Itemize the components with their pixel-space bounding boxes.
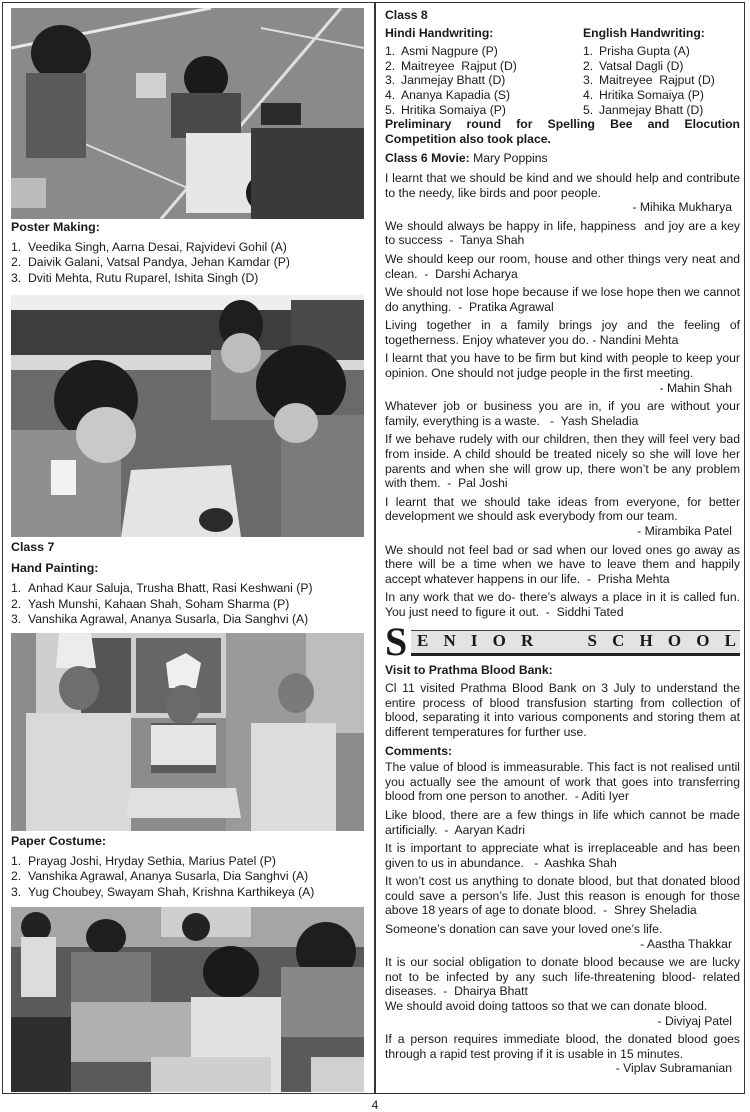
- hand-painting-photo: [11, 295, 364, 537]
- quote: [385, 590, 744, 619]
- quote-author: - Diviyaj Patel: [657, 1013, 732, 1028]
- paper-costume-title: Paper Costume:: [11, 834, 107, 848]
- quote: [385, 1032, 744, 1076]
- quote: [385, 874, 744, 918]
- quote-text: I learnt that we should take ideas from everyone, for better development we should ask everybody from our team.: [385, 494, 744, 524]
- quote-text: It is important to appreciate what is irreplaceable and has been given to us in abundance. - Aashka Shah: [385, 841, 744, 870]
- quote: [385, 542, 744, 587]
- english-list: [583, 44, 740, 117]
- heading-letter: R: [520, 631, 534, 651]
- quote: [385, 999, 740, 1028]
- quote: [385, 432, 744, 491]
- class7-title: Class 7: [11, 540, 55, 554]
- quote-text: If we behave rudely with our children, then they will feel very bad from inside. A child should be treated nicely so she will love her parents and when she will grow up, there won’t be any problem with them. - Pal Joshi: [385, 432, 744, 491]
- paper-costume-list: [11, 854, 367, 900]
- movie-quotes: [385, 170, 744, 620]
- list-item: 1. Prayag Joshi, Hryday Sethia, Marius Patel (P): [11, 854, 276, 869]
- handwriting-results: [385, 26, 740, 118]
- paper-costume-photo: [11, 633, 364, 831]
- quote-text: We should not feel bad or sad when our loved ones go away as there will be a time when we have to leave them and happily accept whatever happens in our life. - Prisha Mehta: [385, 542, 744, 586]
- quote-text: It won’t cost us anything to donate blood, but that donated blood could save a person’s life. Just this reason is enough for those above 18 years of age to donate blood. - Shrey Sheladia: [385, 874, 744, 918]
- heading-letter: L: [724, 631, 736, 651]
- quote-text: The value of blood is immeasurable. This fact is not realised until you actually see the amount of work that goes into transferring blood from one person to another. - Aditi Iyer: [385, 760, 744, 804]
- heading-letter: O: [492, 631, 506, 651]
- list-item: 1. Prisha Gupta (A): [583, 44, 690, 59]
- senior-initial: S: [385, 618, 408, 664]
- comments-label: Comments:: [385, 743, 453, 758]
- heading-letter: S: [587, 631, 597, 651]
- quote: [385, 285, 744, 314]
- hindi-list: [385, 44, 583, 117]
- quote-text: I learnt that we should be kind and we should help and contribute to the needy, like birds and poor people.: [385, 170, 744, 200]
- quote: [385, 955, 744, 999]
- quote-text: Whatever job or business you are in, if you are without your family, everything is a waste. - Yash Sheladia: [385, 399, 744, 428]
- quote-author: - Aastha Thakkar: [640, 936, 732, 951]
- senior-band: [411, 630, 740, 656]
- quote-text: I learnt that you have to be firm but kind with people to keep your opinion. One should not judge people in the first meeting.: [385, 351, 744, 381]
- list-item: 1. Anhad Kaur Saluja, Trusha Bhatt, Rasi Keshwani (P): [11, 581, 313, 596]
- poster-making-list: [11, 240, 367, 286]
- quote: [385, 841, 744, 870]
- movie-label: Class 6 Movie:: [385, 151, 470, 166]
- heading-letter: E: [417, 631, 429, 651]
- list-item: 3. Dviti Mehta, Rutu Ruparel, Ishita Singh (D): [11, 270, 259, 285]
- quote: [385, 494, 744, 539]
- list-item: 2. Vanshika Agrawal, Ananya Susarla, Dia Sanghvi (A): [11, 869, 309, 884]
- heading-letter: O: [667, 631, 682, 651]
- heading-letter: H: [639, 631, 653, 651]
- list-item: 2. Yash Munshi, Kahaan Shah, Soham Sharma (P): [11, 596, 290, 611]
- quote: [385, 399, 744, 428]
- heading-letter: N: [443, 631, 456, 651]
- quote-text: In any work that we do- there’s always a place in it is called fun. You just need to figure it out. - Siddhi Tated: [385, 590, 744, 619]
- english-handwriting: [583, 26, 740, 118]
- quote-text: We should always be happy in life, happiness and joy are a key to success - Tanya Shah: [385, 218, 744, 248]
- blood-bank-title: Visit to Prathma Blood Bank:: [385, 662, 553, 677]
- quote: [385, 218, 744, 248]
- quote-text: It is our social obligation to donate blood because we are lucky not to be infected by any such life-threatening blood- related diseases. - Dhairya Bhatt: [385, 955, 744, 999]
- list-item: 2. Maitreyee Rajput (D): [385, 58, 517, 73]
- list-item: 4. Ananya Kapadia (S): [385, 87, 511, 102]
- quote: [385, 760, 744, 804]
- list-item: 3. Vanshika Agrawal, Ananya Susarla, Dia Sanghvi (A): [11, 611, 309, 626]
- list-item: 1. Asmi Nagpure (P): [385, 44, 498, 59]
- hand-painting-title: Hand Painting:: [11, 561, 99, 576]
- blood-comments: [385, 760, 744, 1076]
- heading-letter: C: [612, 631, 625, 651]
- hindi-handwriting: [385, 26, 583, 118]
- list-item: 2. Daivik Galani, Vatsal Pandya, Jehan Kamdar (P): [11, 255, 290, 270]
- quote-text: Like blood, there are a few things in life which cannot be made artificially. - Aaryan Kadri: [385, 807, 744, 837]
- blood-bank-body: Cl 11 visited Prathma Blood Bank on 3 July to understand the entire process of blood transfusion starting from collection of blood, separating it into various components and storing them at different temperatures for further use.: [385, 681, 740, 739]
- english-handwriting-title: English Handwriting:: [583, 25, 705, 40]
- quote: [385, 318, 744, 347]
- list-item: 2. Vatsal Dagli (D): [583, 58, 684, 73]
- hindi-handwriting-title: Hindi Handwriting:: [385, 25, 494, 40]
- quote-author: - Viplav Subramanian: [615, 1061, 732, 1076]
- quote-author: - Mihika Mukharya: [632, 200, 732, 215]
- page-number: 4: [371, 1098, 379, 1112]
- quote: [385, 251, 744, 281]
- heading-letter: O: [696, 631, 710, 651]
- movie-heading: [385, 151, 740, 166]
- prelim-note: Preliminary round for Spelling Bee and Elocution Competition also took place.: [385, 117, 740, 146]
- poster-making-title: Poster Making:: [11, 220, 100, 234]
- class8-title: Class 8: [385, 8, 428, 22]
- list-item: 3. Yug Choubey, Swayam Shah, Krishna Karthikeya (A): [11, 884, 315, 899]
- quote-text: We should not lose hope because if we lose hope then we cannot do anything. - Pratika Agrawal: [385, 285, 744, 314]
- quote-text: If a person requires immediate blood, the donated blood goes through a rapid test proving if it is usable in 15 minutes.: [385, 1032, 744, 1061]
- list-item: 3. Maitreyee Rajput (D): [583, 73, 715, 88]
- poster-making-photo: [11, 8, 364, 219]
- quote-text: We should avoid doing tattoos so that we can donate blood.: [385, 999, 708, 1014]
- list-item: 5. Hritika Somaiya (P): [385, 102, 506, 117]
- list-item: 1. Veedika Singh, Aarna Desai, Rajvidevi Gohil (A): [11, 240, 287, 255]
- movie-title: Mary Poppins: [473, 151, 548, 166]
- quote-text: We should keep our room, house and other things very neat and clean. - Darshi Acharya: [385, 251, 744, 281]
- quote-text: Someone’s donation can save your loved one’s life.: [385, 922, 663, 937]
- quote: [385, 170, 744, 215]
- quote: [385, 351, 744, 395]
- quote-text: Living together in a family brings joy and the feeling of togetherness. Enjoy whatever you do. - Nandini Mehta: [385, 318, 744, 347]
- heading-letter: I: [470, 631, 478, 651]
- hand-painting-list: [11, 581, 367, 627]
- senior-school-heading: [385, 618, 740, 664]
- list-item: 3. Janmejay Bhatt (D): [385, 73, 506, 88]
- quote: [385, 922, 740, 951]
- column-divider: [374, 2, 376, 1094]
- list-item: 4. Hritika Somaiya (P): [583, 87, 704, 102]
- list-item: 5. Janmejay Bhatt (D): [583, 102, 704, 117]
- quote-author: - Mahin Shah: [659, 380, 732, 395]
- quote-author: - Mirambika Patel: [637, 524, 732, 538]
- quote: [385, 807, 744, 837]
- classroom-handwriting-photo: [11, 907, 364, 1092]
